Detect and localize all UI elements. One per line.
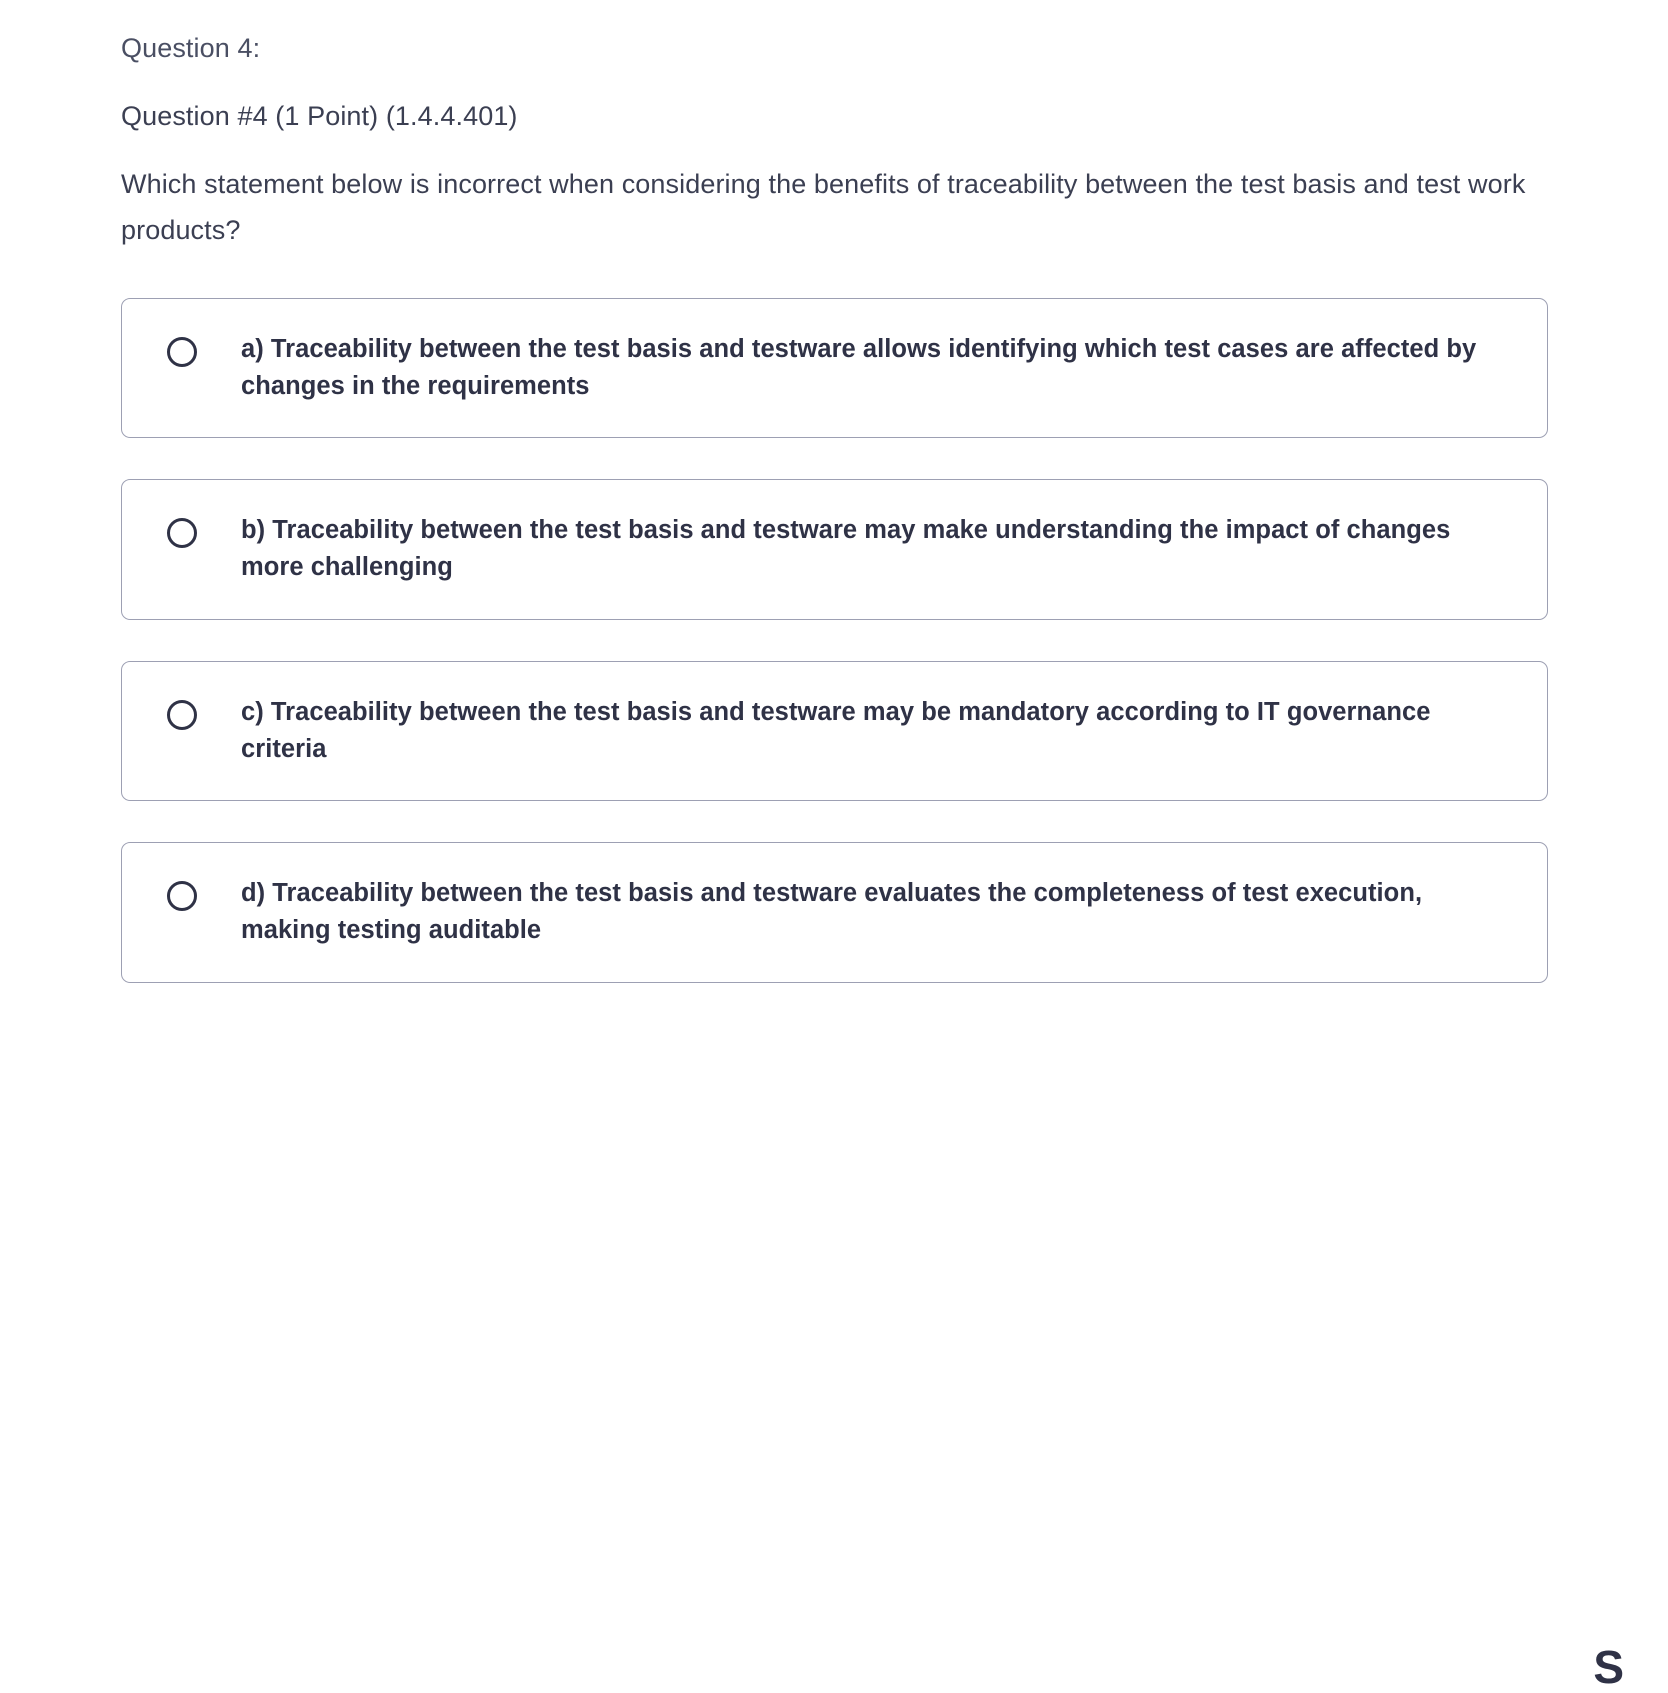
- radio-button-icon-a[interactable]: [167, 337, 197, 367]
- answer-option-b[interactable]: [121, 479, 1548, 619]
- answer-option-a[interactable]: [121, 298, 1548, 438]
- question-number-label: Question 4:: [121, 33, 261, 63]
- question-content: [121, 0, 1548, 1024]
- question-title: Question #4 (1 Point) (1.4.4.401): [121, 101, 518, 132]
- answer-option-c[interactable]: [121, 661, 1548, 801]
- answer-option-d[interactable]: [121, 842, 1548, 982]
- answer-option-label-a: a) Traceability between the test basis and testware allows identifying which test cases are affected by changes in the requirements: [241, 334, 1477, 400]
- radio-button-icon-c[interactable]: [167, 700, 197, 730]
- answer-option-label-c: c) Traceability between the test basis and testware may be mandatory according to IT governance criteria: [241, 697, 1431, 763]
- answer-option-label-b: b) Traceability between the test basis and testware may make understanding the impact of changes more challenging: [241, 516, 1451, 582]
- question-body-text: Which statement below is incorrect when considering the benefits of traceability between the test basis and test work products?: [121, 168, 1526, 246]
- answer-option-label-d: d) Traceability between the test basis and testware evaluates the completeness of test execution, making testing auditable: [241, 879, 1423, 945]
- radio-button-icon-d[interactable]: [167, 881, 197, 911]
- partial-bottom-glyph: S: [1593, 1641, 1624, 1693]
- radio-button-icon-b[interactable]: [167, 518, 197, 548]
- answer-options-list: [121, 298, 1548, 983]
